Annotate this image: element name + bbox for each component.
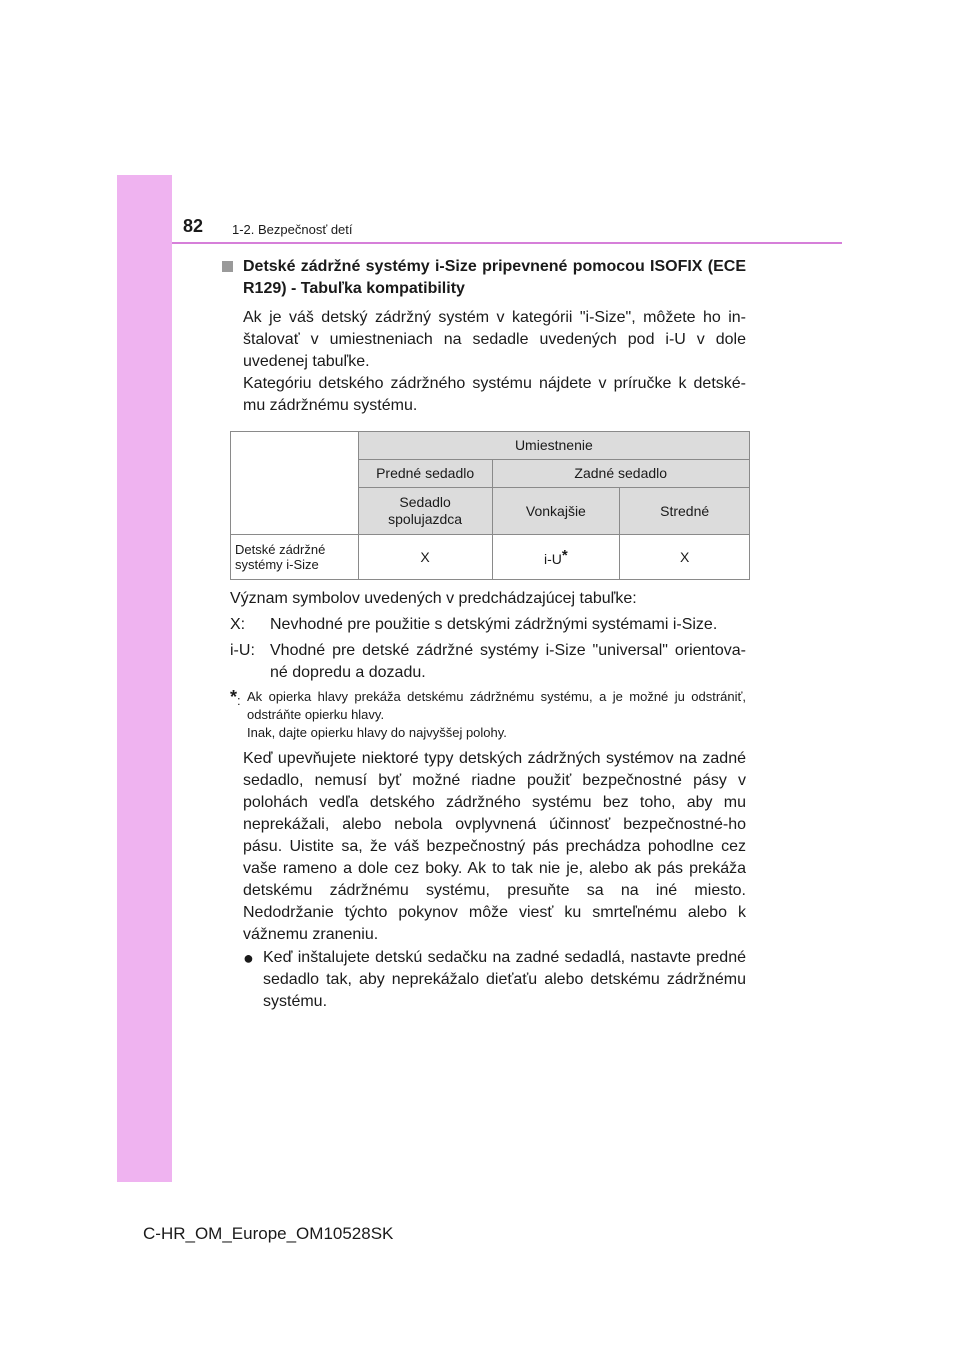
intro-paragraph: Kategóriu detského zádržného systému nájdete v príručke k detské-mu zádržnému systému.: [243, 375, 746, 414]
table-row: [231, 535, 750, 580]
table-header-cell: Predné sedadlo: [358, 460, 492, 488]
section-heading: [222, 256, 746, 300]
legend-key: X:: [230, 616, 246, 633]
table-header-cell: Stredné: [620, 488, 750, 535]
intro-paragraph: Ak je váš detský zádržný systém v kategórii "i-Size", môžete ho in-štalovať v umiestneniach na sedadle uvedených pod i-U v dole uvedenej tabuľke.: [243, 309, 746, 370]
footnote-line: Ak opierka hlavy prekáža detskému zádržnému systému, a je možné ju odstrániť, odstráňte opierku hlavy.: [247, 689, 746, 722]
footnote-text: [247, 688, 746, 742]
page-content: [222, 256, 746, 1013]
compatibility-table: [230, 431, 750, 580]
footnote-star: *: [230, 687, 238, 707]
table-cell-text: i-U: [544, 550, 562, 567]
legend-key: i-U:: [230, 642, 255, 659]
table-corner-cell: [231, 432, 359, 535]
footnote: [230, 688, 746, 742]
section-title: 1-2. Bezpečnosť detí: [232, 222, 353, 237]
bullet-item: [243, 947, 746, 1013]
table-header-cell: Vonkajšie: [492, 488, 620, 535]
heading-square-icon: [222, 261, 233, 272]
bullet-text: Keď inštalujete detskú sedačku na zadné sedadlá, nastavte predné sedadlo tak, aby neprekážalo dieťaťu alebo detskému zádržnému systému.: [263, 949, 746, 1010]
bullet-dot-icon: ●: [243, 948, 254, 968]
table-cell: [492, 535, 620, 580]
table-header-cell: Sedadlo spolujazdca: [358, 488, 492, 535]
footnote-separator: :: [237, 693, 241, 708]
section-heading-text: Detské zádržné systémy i-Size pripevnené pomocou ISOFIX (ECE R129) - Tabuľka kompatibility: [243, 258, 746, 297]
body-paragraph: Keď upevňujete niektoré typy detských zádržných systémov na zadné sedadlo, nemusí byť možné riadne použiť bezpečnostné pásy v polohách vedľa detského zádržného systému bez toho, aby mu neprekážali, alebo nebola ovplyvnená účinnosť bezpečnostné-ho pásu. Uistite sa, že váš bezpečnostný pás prechádza pohodlne cez vaše rameno a dole cez boky. Ak to tak nie je, alebo ak pás prekáža detskému zádržnému systému, presuňte sa na iné miesto. Nedodržanie týchto pokynov môže viesť ku smrteľnému alebo k vážnemu zraneniu.: [243, 750, 746, 943]
footnote-key: [230, 688, 247, 742]
footer-doc-id: C-HR_OM_Europe_OM10528SK: [143, 1224, 394, 1243]
header-rule: [172, 242, 842, 244]
table-header-cell: Zadné sedadlo: [492, 460, 750, 488]
table-header-cell: Umiestnenie: [358, 432, 749, 460]
page-number: 82: [183, 216, 204, 236]
side-color-band: [117, 175, 172, 1182]
legend-intro: Význam symbolov uvedených v predchádzajúcej tabuľke:: [230, 590, 637, 607]
table-header-row: [231, 432, 750, 460]
legend-item: [230, 640, 746, 684]
legend-text: Vhodné pre detské zádržné systémy i-Size "universal" orientova-né dopredu a dozadu.: [270, 642, 746, 681]
legend-item: [230, 614, 746, 636]
table-cell: X: [620, 535, 750, 580]
footnote-line: Inak, dajte opierku hlavy do najvyššej polohy.: [247, 725, 507, 740]
legend-text: Nevhodné pre použitie s detskými zádržnými systémami i-Size.: [270, 616, 718, 633]
table-row-label: Detské zádržné systémy i-Size: [231, 535, 359, 580]
table-cell: X: [358, 535, 492, 580]
footnote-mark: *: [561, 546, 568, 564]
